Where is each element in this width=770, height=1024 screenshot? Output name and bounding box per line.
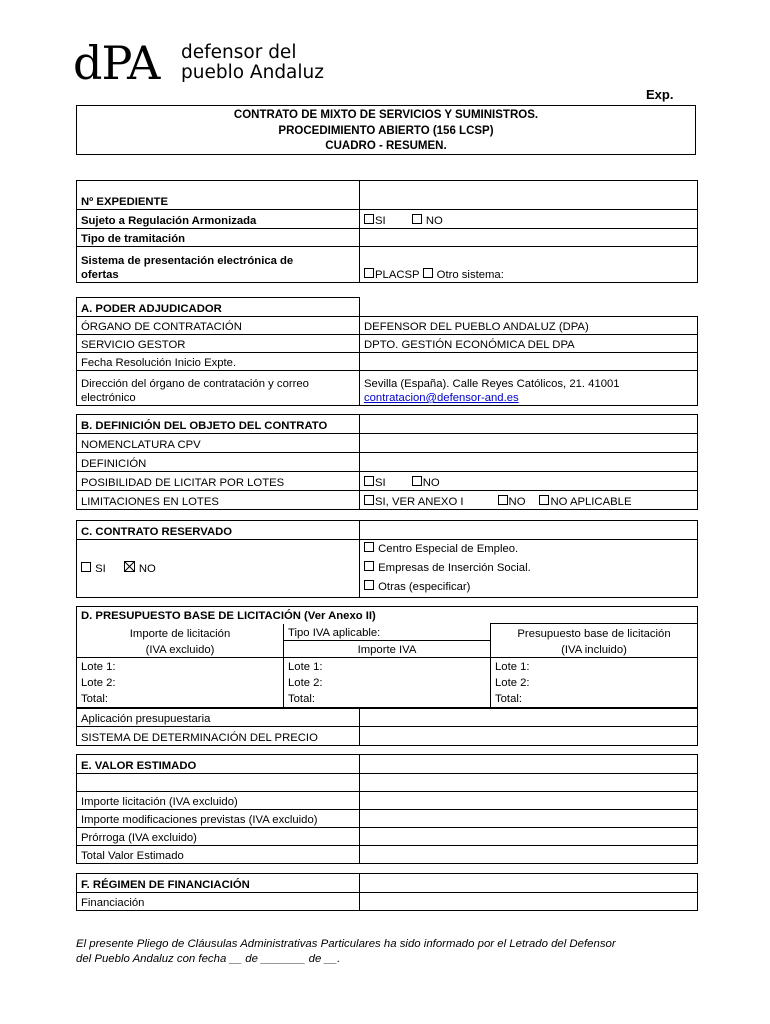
footer-note xyxy=(76,937,706,967)
placsp-option: PLACSP xyxy=(375,269,420,281)
fecha-value[interactable] xyxy=(360,353,698,371)
checkbox-icon[interactable] xyxy=(364,580,374,590)
section-b-table xyxy=(76,414,698,510)
document-title-box xyxy=(76,105,696,155)
lote2: Lote 2: xyxy=(288,677,323,689)
sujeto-si: SI xyxy=(375,215,386,227)
title-line-2: PROCEDIMIENTO ABIERTO (156 LCSP) xyxy=(278,124,494,137)
section-d-extra-table xyxy=(76,708,698,746)
title-line-1: CONTRATO DE MIXTO DE SERVICIOS Y SUMINISTROS. xyxy=(233,109,539,121)
section-d-table xyxy=(76,606,698,708)
lote2: Lote 2: xyxy=(495,677,530,689)
total: Total: xyxy=(495,693,523,705)
sujeto-no: NO xyxy=(425,215,443,227)
direccion-address: Sevilla (España). Calle Reyes Católicos, 21. 41001 xyxy=(364,378,620,390)
limitaciones-si-anexo: SI, VER ANEXO I xyxy=(375,496,464,508)
tipo-label: Tipo de tramitación xyxy=(77,229,360,247)
general-table xyxy=(76,180,698,283)
lote1: Lote 1: xyxy=(495,661,530,673)
importe-value[interactable] xyxy=(360,792,698,810)
sistema-label-1: Sistema de presentación electrónica de xyxy=(81,255,294,267)
footer-line-1: El presente Pliego de Cláusulas Administrativas Particulares ha sido informado por el Letrado del Defensor xyxy=(76,938,616,950)
checkbox-icon[interactable] xyxy=(412,214,422,224)
checkbox-icon[interactable] xyxy=(498,495,508,505)
lotes-col3 xyxy=(491,658,698,708)
fecha-label: Fecha Resolución Inicio Expte. xyxy=(77,353,360,371)
col1-header-1: Importe de licitación xyxy=(77,624,284,641)
section-a-table xyxy=(76,297,698,406)
checkbox-icon[interactable] xyxy=(364,268,374,278)
financiacion-value[interactable] xyxy=(360,893,698,911)
footer-line-2: del Pueblo Andaluz con fecha __ de _______ de __. xyxy=(76,953,341,965)
checkbox-icon[interactable] xyxy=(364,476,374,486)
checkbox-icon[interactable] xyxy=(364,542,374,552)
importe-label: Importe licitación (IVA excluido) xyxy=(77,792,360,810)
reservado-opt-3 xyxy=(364,578,693,597)
reservado-opt-2 xyxy=(364,559,693,578)
col3-header-2: (IVA incluido) xyxy=(491,641,698,658)
lotes-no: NO xyxy=(422,477,440,489)
checkbox-icon[interactable] xyxy=(81,562,91,572)
opt2-text: Empresas de Inserción Social. xyxy=(378,562,531,574)
total-valor-value[interactable] xyxy=(360,846,698,864)
lotes-col2 xyxy=(284,658,491,708)
modificaciones-label: Importe modificaciones previstas (IVA excluido) xyxy=(77,810,360,828)
limitaciones-options xyxy=(360,491,698,510)
checkbox-icon[interactable] xyxy=(412,476,422,486)
lotes-label: POSIBILIDAD DE LICITAR POR LOTES xyxy=(77,472,360,491)
expediente-value[interactable] xyxy=(360,181,698,210)
col1-header-2: (IVA excluido) xyxy=(77,641,284,658)
direccion-label xyxy=(77,371,360,406)
direccion-value xyxy=(360,371,698,406)
sistema-label-2: ofertas xyxy=(81,269,119,281)
sujeto-options xyxy=(360,210,698,229)
aplicacion-value[interactable] xyxy=(360,709,698,727)
logo-line-2: pueblo Andaluz xyxy=(181,62,324,83)
section-e-heading: E. VALOR ESTIMADO xyxy=(77,755,360,774)
lotes-options xyxy=(360,472,698,491)
servicio-label: SERVICIO GESTOR xyxy=(77,335,360,353)
cpv-value[interactable] xyxy=(360,434,698,453)
organo-value: DEFENSOR DEL PUEBLO ANDALUZ (DPA) xyxy=(360,317,698,335)
col2-header-1: Tipo IVA aplicable: xyxy=(284,624,491,641)
section-c-heading: C. CONTRATO RESERVADO xyxy=(77,521,360,540)
reservado-types xyxy=(360,540,698,598)
section-b-heading: B. DEFINICIÓN DEL OBJETO DEL CONTRATO xyxy=(77,415,360,434)
opt3-text: Otras (especificar) xyxy=(378,581,471,593)
sistema-label xyxy=(77,247,360,283)
reservado-options xyxy=(77,540,360,598)
checkbox-icon[interactable] xyxy=(539,495,549,505)
section-f-heading: F. RÉGIMEN DE FINANCIACIÓN xyxy=(77,874,360,893)
reservado-opt-1 xyxy=(364,540,693,559)
expediente-label: Nº EXPEDIENTE xyxy=(77,181,360,210)
opt1-text: Centro Especial de Empleo. xyxy=(378,543,519,555)
section-d-heading: D. PRESUPUESTO BASE DE LICITACIÓN (Ver Anexo II) xyxy=(77,607,698,624)
sistema-options xyxy=(360,247,698,283)
prorroga-value[interactable] xyxy=(360,828,698,846)
reservado-si: SI xyxy=(95,563,106,575)
checkbox-icon[interactable] xyxy=(364,214,374,224)
lote2: Lote 2: xyxy=(81,677,116,689)
lotes-si: SI xyxy=(375,477,386,489)
lote1: Lote 1: xyxy=(288,661,323,673)
section-f-table xyxy=(76,873,698,911)
definicion-value[interactable] xyxy=(360,453,698,472)
modificaciones-value[interactable] xyxy=(360,810,698,828)
total-valor-label: Total Valor Estimado xyxy=(77,846,360,864)
organo-label: ÓRGANO DE CONTRATACIÓN xyxy=(77,317,360,335)
logo-mark: dPA xyxy=(73,36,160,90)
email-link[interactable]: contratacion@defensor-and.es xyxy=(364,392,519,404)
direccion-label-2: electrónico xyxy=(81,392,136,404)
limitaciones-no-aplicable: NO APLICABLE xyxy=(550,496,632,508)
checkbox-icon[interactable] xyxy=(364,561,374,571)
reservado-no: NO xyxy=(138,563,156,575)
direccion-label-1: Dirección del órgano de contratación y correo xyxy=(81,378,309,390)
sujeto-label: Sujeto a Regulación Armonizada xyxy=(77,210,360,229)
otro-sistema-option: Otro sistema: xyxy=(436,269,504,281)
prorroga-label: Prórroga (IVA excluido) xyxy=(77,828,360,846)
title-line-3: CUADRO - RESUMEN. xyxy=(325,140,447,152)
total: Total: xyxy=(81,693,109,705)
limitaciones-label: LIMITACIONES EN LOTES xyxy=(77,491,360,510)
sistema-precio-label: SISTEMA DE DETERMINACIÓN DEL PRECIO xyxy=(77,727,360,746)
total: Total: xyxy=(288,693,316,705)
sistema-precio-value[interactable] xyxy=(360,727,698,746)
servicio-value: DPTO. GESTIÓN ECONÓMICA DEL DPA xyxy=(360,335,698,353)
exp-label: Exp. xyxy=(646,87,674,102)
limitaciones-no: NO xyxy=(508,496,526,508)
logo-line-1: defensor del xyxy=(181,42,297,63)
col3-header-1: Presupuesto base de licitación xyxy=(491,624,698,641)
checkbox-icon[interactable] xyxy=(423,268,433,278)
col2-header-2: Importe IVA xyxy=(284,641,491,658)
aplicacion-label: Aplicación presupuestaria xyxy=(77,709,360,727)
checkbox-icon[interactable] xyxy=(364,495,374,505)
checked-checkbox-icon[interactable] xyxy=(124,561,135,572)
cpv-label: NOMENCLATURA CPV xyxy=(77,434,360,453)
lote1: Lote 1: xyxy=(81,661,116,673)
section-a-heading: A. PODER ADJUDICADOR xyxy=(77,298,360,317)
definicion-label: DEFINICIÓN xyxy=(77,453,360,472)
lotes-col1 xyxy=(77,658,284,708)
section-e-table xyxy=(76,754,698,864)
logo-text xyxy=(181,43,324,83)
financiacion-label: Financiación xyxy=(77,893,360,911)
section-c-table xyxy=(76,520,698,598)
tipo-value[interactable] xyxy=(360,229,698,247)
